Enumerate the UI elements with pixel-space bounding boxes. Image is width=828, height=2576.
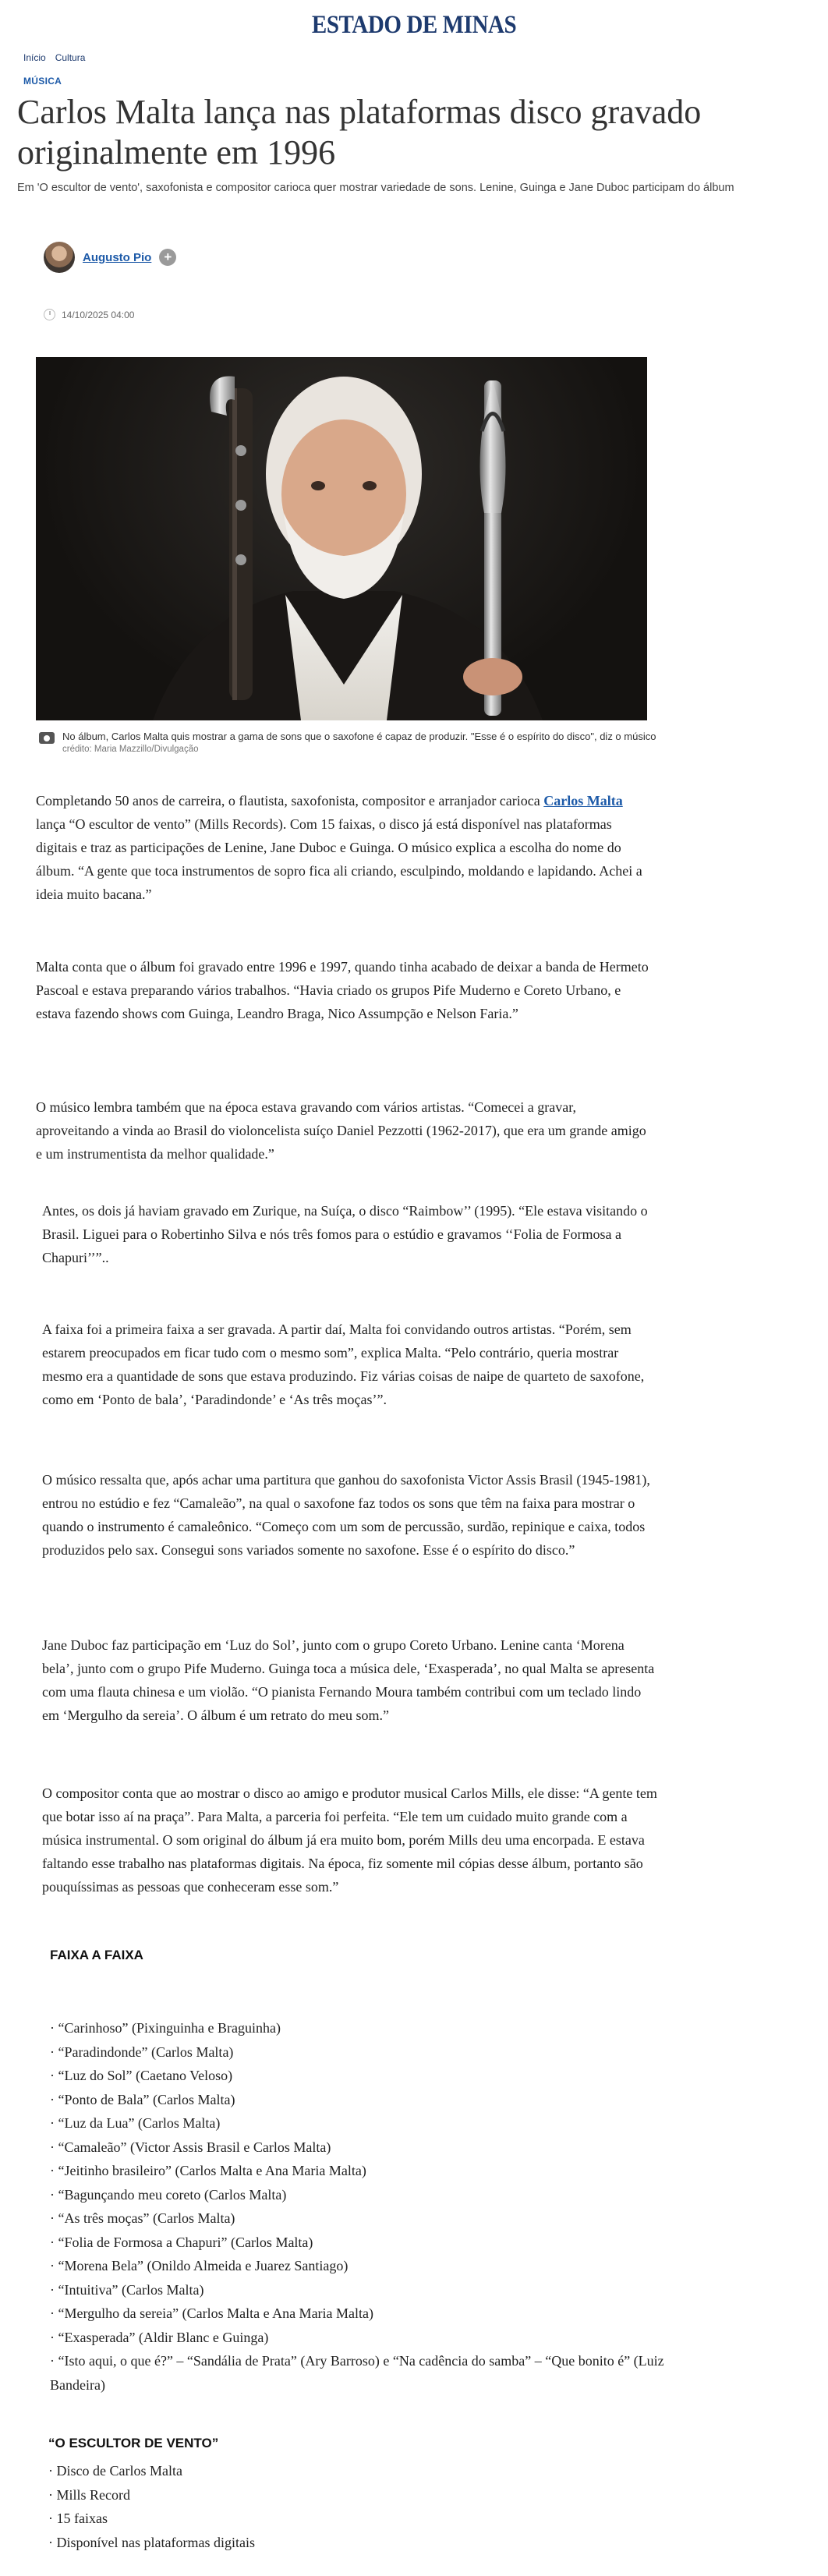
list-item: · “Luz da Lua” (Carlos Malta) (50, 2111, 674, 2135)
paragraph-1-text-a: Completando 50 anos de carreira, o flautista, saxofonista, compositor e arranjador carioca (36, 793, 544, 809)
clock-icon (44, 309, 55, 320)
article-photo[interactable] (36, 357, 647, 720)
paragraph-1-text-b: lança “O escultor de vento” (Mills Records). Com 15 faixas, o disco já está disponível nas plataformas digitais e traz as participações de Lenine, Jane Duboc e Guinga. O músico explica a escolha do nome do álbum. “A gente que toca instrumentos de sopro fica ali criando, esculpindo, moldando e lapidando. Achei a ideia muito bacana.” (36, 816, 642, 902)
list-item: · Disco de Carlos Malta (48, 2459, 255, 2483)
list-item: · “Jeitinho brasileiro” (Carlos Malta e Ana Maria Malta) (50, 2159, 674, 2183)
list-item: · “Morena Bela” (Onildo Almeida e Juarez Santiago) (50, 2254, 674, 2278)
carlos-malta-link[interactable]: Carlos Malta (543, 793, 623, 809)
photo-caption (39, 730, 663, 754)
caption-credit: crédito: Maria Mazzillo/Divulgação (62, 745, 199, 754)
paragraph-5: A faixa foi a primeira faixa a ser gravada. A partir daí, Malta foi convidando outros artistas. “Porém, sem estarem preocupados em ficar tudo com o mesmo som”, explica Malta. “Pelo contrário, queria mostrar mesmo era a quantidade de sons que estava produzindo. Fiz várias coisas de naipe de quarteto de saxofone, como em ‘Ponto de bala’, ‘Paradindonde’ e ‘As três moças’”. (42, 1322, 645, 1407)
follow-author-button[interactable]: + (159, 249, 176, 266)
list-item: · Mills Record (48, 2483, 255, 2507)
list-item: · “Intuitiva” (Carlos Malta) (50, 2278, 674, 2302)
infobox-list (48, 2459, 255, 2554)
site-header (0, 0, 828, 50)
list-item: · Disponível nas plataformas digitais (48, 2531, 255, 2555)
paragraph-2: Malta conta que o álbum foi gravado entre 1996 e 1997, quando tinha acabado de deixar a banda de Hermeto Pascoal e estava preparando vários trabalhos. “Havia criado os grupos Pife Muderno e Coreto Urbano, e estava fazendo shows com Guinga, Leandro Braga, Nico Assumpção e Nelson Faria.” (36, 959, 649, 1021)
breadcrumb-home[interactable]: Início (23, 52, 46, 63)
list-item: · “Luz do Sol” (Caetano Veloso) (50, 2064, 674, 2088)
breadcrumb (23, 52, 85, 63)
list-item: · “Bagunçando meu coreto (Carlos Malta) (50, 2183, 674, 2207)
list-item: · “Ponto de Bala” (Carlos Malta) (50, 2088, 674, 2112)
tracklist-title: FAIXA A FAIXA (50, 1948, 143, 1962)
site-logo[interactable]: ESTADO DE MINAS (311, 10, 517, 39)
paragraph-1 (36, 789, 652, 906)
list-item: · “Mergulho da sereia” (Carlos Malta e Ana Maria Malta) (50, 2302, 674, 2326)
publish-date-text: 14/10/2025 04:00 (62, 309, 135, 320)
author-block (44, 242, 176, 273)
paragraph-6: O músico ressalta que, após achar uma partitura que ganhou do saxofonista Victor Assis Brasil (1945-1981), entrou no estúdio e fez “Camaleão”, na qual o saxofone faz todos os sons que têm na faixa para mostrar o quando o instrumento é camaleônico. “Começo com um som de percussão, surdão, repinique e caixa, todos produzidos pelo sax. Consegui sons variados somente no saxofone. Esse é o espírito do disco.” (42, 1472, 650, 1558)
section-tag[interactable]: MÚSICA (23, 76, 62, 87)
article-subtitle: Em 'O escultor de vento', saxofonista e compositor carioca quer mostrar variedade de sons. Lenine, Guinga e Jane Duboc participam do álbum (17, 182, 734, 194)
breadcrumb-cultura[interactable]: Cultura (55, 52, 86, 63)
list-item: · “Camaleão” (Victor Assis Brasil e Carlos Malta) (50, 2135, 674, 2160)
list-item: · “Exasperada” (Aldir Blanc e Guinga) (50, 2326, 674, 2350)
tracklist (50, 2016, 674, 2397)
author-name-link[interactable]: Augusto Pio (83, 250, 152, 264)
list-item: · 15 faixas (48, 2507, 255, 2531)
caption-text: No álbum, Carlos Malta quis mostrar a gama de sons que o saxofone é capaz de produzir. "Esse é o espírito do disco", diz o músico (62, 731, 656, 742)
paragraph-8: O compositor conta que ao mostrar o disco ao amigo e produtor musical Carlos Mills, ele disse: “A gente tem que botar isso aí na praça”. Para Malta, a parceria foi perfeita. “Ele tem um cuidado muito grande com a música instrumental. O som original do álbum já era muito bom, porém Mills deu uma encorpada. E estava faltando esse trabalho nas plataformas digitais. Na época, fiz somente mil cópias desse álbum, portanto são pouquíssimas as pessoas que conheceram esse som.” (42, 1785, 657, 1895)
publish-date (44, 309, 134, 320)
list-item: · “Paradindonde” (Carlos Malta) (50, 2040, 674, 2065)
paragraph-4: Antes, os dois já haviam gravado em Zurique, na Suíça, o disco “Raimbow’’ (1995). “Ele estava visitando o Brasil. Liguei para o Robertinho Silva e nós três fomos para o estúdio e gravamos ‘‘Folia de Formosa a Chapuri’’”.. (42, 1203, 648, 1265)
list-item: · “Carinhoso” (Pixinguinha e Braguinha) (50, 2016, 674, 2040)
author-avatar[interactable] (44, 242, 75, 273)
article-title: Carlos Malta lança nas plataformas disco gravado originalmente em 1996 (17, 93, 702, 172)
infobox-title: “O ESCULTOR DE VENTO” (48, 2436, 219, 2450)
list-item: · “Isto aqui, o que é?” – “Sandália de Prata” (Ary Barroso) e “Na cadência do samba” – “Que bonito é” (Luiz Bandeira) (50, 2349, 674, 2397)
list-item: · “As três moças” (Carlos Malta) (50, 2206, 674, 2231)
paragraph-3: O músico lembra também que na época estava gravando com vários artistas. “Comecei a gravar, aproveitando a vinda ao Brasil do violoncelista suíço Daniel Pezzotti (1962-2017), que era um grande amigo e um instrumentista da melhor qualidade.” (36, 1099, 646, 1162)
paragraph-7: Jane Duboc faz participação em ‘Luz do Sol’, junto com o grupo Coreto Urbano. Lenine canta ‘Morena bela’, junto com o grupo Pife Muderno. Guinga toca a música dele, ‘Exasperada’, no qual Malta se apresenta com uma flauta chinesa e um violão. “O pianista Fernando Moura também contribui com um teclado lindo em ‘Mergulho da sereia’. O álbum é um retrato do meu som.” (42, 1637, 655, 1723)
list-item: · “Folia de Formosa a Chapuri” (Carlos Malta) (50, 2231, 674, 2255)
camera-icon (39, 732, 55, 744)
